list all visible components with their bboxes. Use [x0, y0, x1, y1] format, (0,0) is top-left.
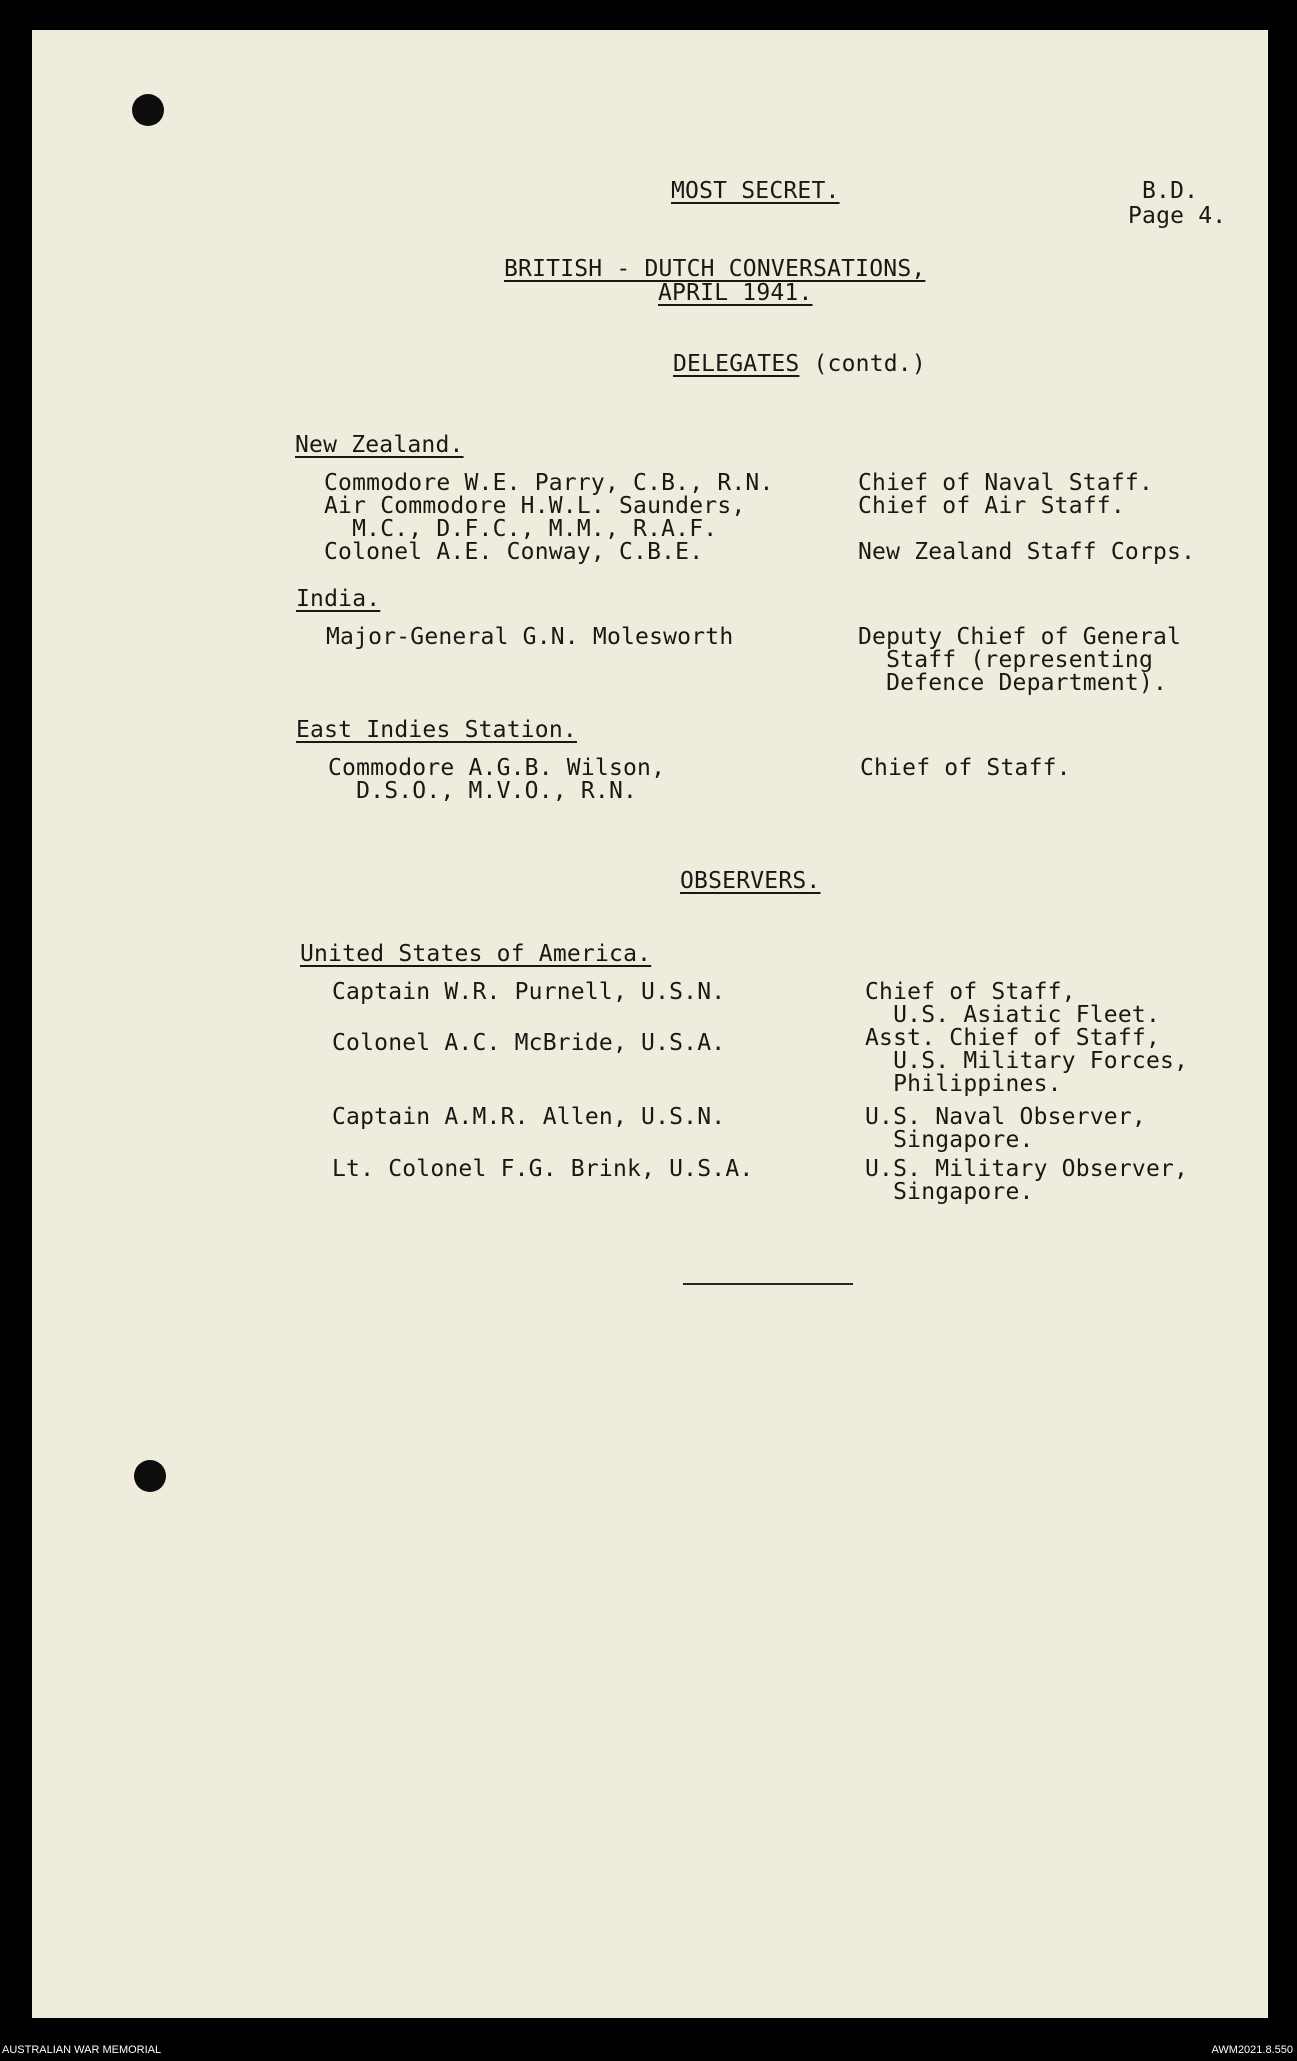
delegate-name: Commodore W.E. Parry, C.B., R.N. [324, 470, 774, 496]
delegate-role: New Zealand Staff Corps. [858, 539, 1196, 565]
observer-role: Asst. Chief of Staff, [865, 1025, 1160, 1051]
section-heading-new-zealand: New Zealand. [295, 432, 464, 458]
observer-role: Singapore. [865, 1127, 1034, 1153]
document-title: BRITISH - DUTCH CONVERSATIONS, [504, 256, 926, 282]
footer-catalog-number: AWM2021.8.550 [1211, 2044, 1293, 2056]
ref-code: B.D. [1142, 178, 1199, 204]
observers-heading: OBSERVERS. [680, 868, 821, 894]
delegate-role: Chief of Staff. [860, 755, 1071, 781]
document-page [32, 30, 1268, 2018]
delegate-name: D.S.O., M.V.O., R.N. [328, 778, 638, 804]
delegate-role: Staff (representing [858, 647, 1153, 673]
delegate-role: Chief of Naval Staff. [858, 470, 1153, 496]
punch-hole-top [132, 94, 164, 126]
page-number: Page 4. [1128, 203, 1227, 229]
observer-name: Lt. Colonel F.G. Brink, U.S.A. [332, 1156, 754, 1182]
delegate-name: M.C., D.F.C., M.M., R.A.F. [324, 516, 718, 542]
section-heading-east-indies: East Indies Station. [296, 717, 577, 743]
delegates-heading [673, 351, 926, 377]
observer-role: Philippines. [865, 1071, 1062, 1097]
delegates-suffix: (contd.) [813, 351, 926, 377]
observer-role: U.S. Asiatic Fleet. [865, 1002, 1160, 1028]
observer-role: Chief of Staff, [865, 979, 1076, 1005]
delegate-name: Major-General G.N. Molesworth [326, 624, 734, 650]
observer-role: Singapore. [865, 1179, 1034, 1205]
observer-name: Colonel A.C. McBride, U.S.A. [332, 1030, 726, 1056]
delegates-label: DELEGATES [673, 351, 800, 377]
section-heading-usa: United States of America. [300, 941, 652, 967]
footer-archive-name: AUSTRALIAN WAR MEMORIAL [2, 2044, 162, 2056]
delegate-role: Defence Department). [858, 670, 1168, 696]
observer-name: Captain A.M.R. Allen, U.S.N. [332, 1104, 726, 1130]
section-heading-india: India. [296, 586, 381, 612]
closing-rule [683, 1283, 853, 1285]
document-date: APRIL 1941. [658, 280, 813, 306]
delegate-role: Deputy Chief of General [858, 624, 1182, 650]
delegate-name: Air Commodore H.W.L. Saunders, [324, 493, 746, 519]
delegate-role: Chief of Air Staff. [858, 493, 1125, 519]
observer-role: U.S. Military Observer, [865, 1156, 1189, 1182]
observer-role: U.S. Military Forces, [865, 1048, 1189, 1074]
delegate-name: Colonel A.E. Conway, C.B.E. [324, 539, 704, 565]
delegate-name: Commodore A.G.B. Wilson, [328, 755, 666, 781]
punch-hole-bottom [134, 1460, 166, 1492]
observer-name: Captain W.R. Purnell, U.S.N. [332, 979, 726, 1005]
classification-label: MOST SECRET. [671, 178, 840, 204]
observer-role: U.S. Naval Observer, [865, 1104, 1146, 1130]
